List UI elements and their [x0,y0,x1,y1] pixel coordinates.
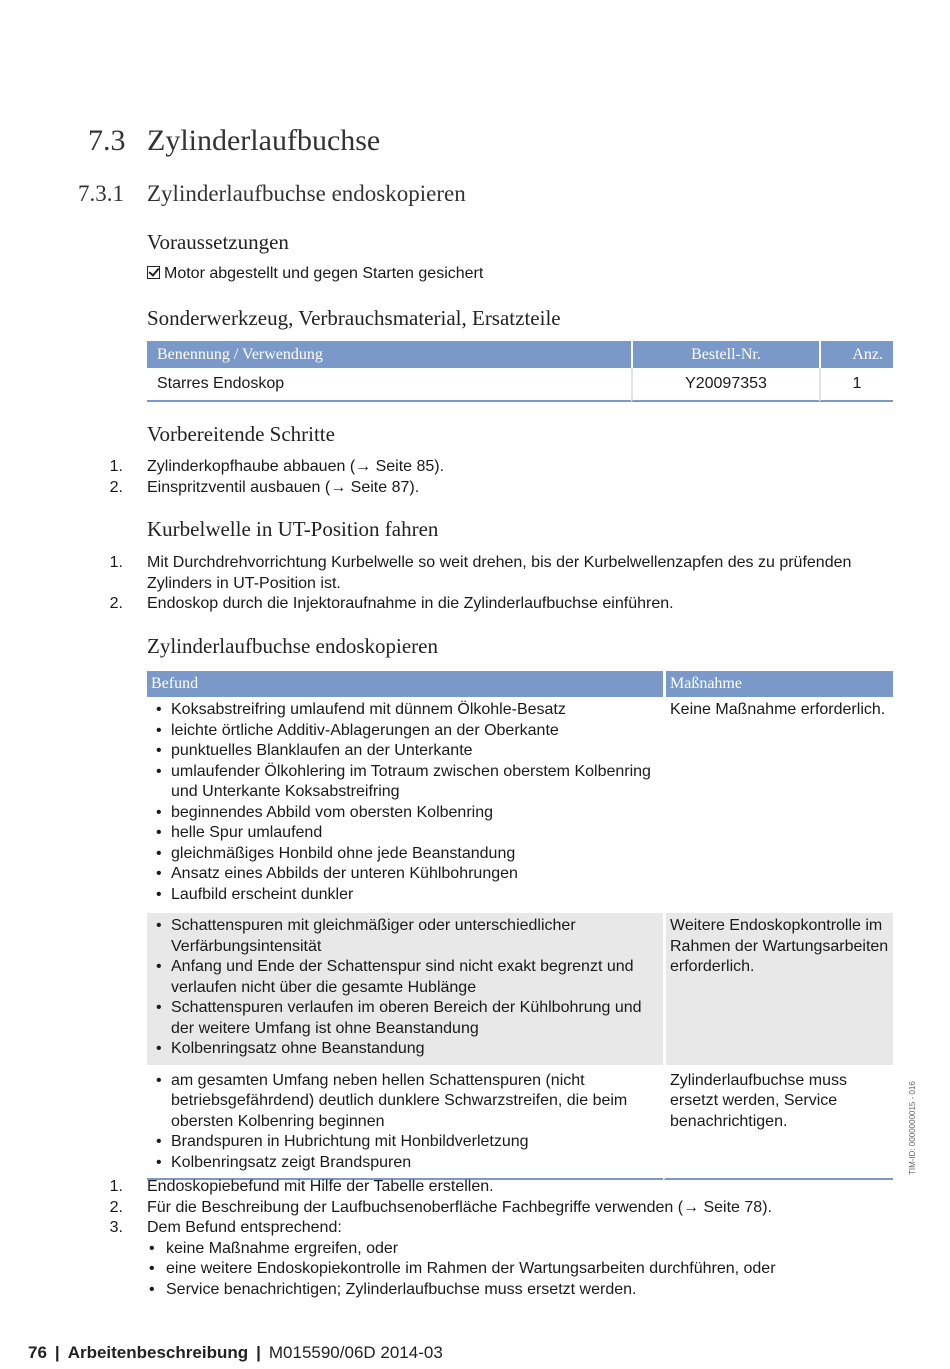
step-text: Dem Befund entsprechend: [147,1219,342,1236]
footer-separator: | [54,1343,60,1362]
finding-item: • Brandspuren in Hubrichtung mit Honbildverletzung [151,1132,659,1153]
tools-header-row [147,341,893,368]
list-item [70,553,900,594]
finding-item: • Kolbenringsatz ohne Beanstandung [151,1039,659,1060]
finding-item: • punktuelles Blanklaufen an der Unterkante [151,741,659,762]
footer-section: Arbeitenbeschreibung [67,1343,249,1362]
finding-item: • beginnendes Abbild vom obersten Kolbenring [151,803,659,824]
subsection-title: Zylinderlaufbuchse endoskopieren [147,181,466,206]
page-number: 76 [28,1343,47,1362]
footer-separator: | [256,1343,261,1362]
step-number: 2. [109,1198,123,1216]
list-item: • Service benachrichtigen; Zylinderlaufbuchse muss ersetzt werden. [147,1280,900,1301]
finding-item: • Koksabstreifring umlaufend mit dünnem Ölkohle-Besatz [151,700,659,721]
finding-item: • Ansatz eines Abbilds der unteren Kühlbohrungen [151,864,659,885]
action-cell: Keine Maßnahme erforderlich. [663,697,893,910]
step-number: 1. [109,1178,123,1195]
tools-table [147,341,893,402]
table-row [147,697,893,910]
step-text: Zylinderkopfhaube abbauen (→ Seite 85). [147,458,445,475]
list-item [70,478,900,499]
tool-order-no: Y20097353 [631,368,819,402]
finding-item: • umlaufender Ölkohlering im Totraum zwischen oberstem Kolbenring und Unterkante Koksabstreifring [151,762,659,803]
endoscopy-table [147,671,893,1180]
final-sub-list [147,1239,900,1301]
step-number: 2. [109,478,123,496]
checkbox-checked-icon [147,266,160,279]
list-item: • keine Maßnahme ergreifen, oder [147,1239,900,1260]
list-item [70,1198,900,1219]
findings-cell [147,697,663,910]
finding-item: • leichte örtliche Additiv-Ablagerungen an der Oberkante [151,721,659,742]
step-text: Endoskopiebefund mit Hilfe der Tabelle erstellen. [147,1178,494,1195]
finding-item: • gleichmäßiges Honbild ohne jede Beanstandung [151,844,659,865]
list-item [70,1218,900,1300]
list-item [70,594,900,615]
findings-cell [147,910,663,1065]
finding-item: • Anfang und Ende der Schattenspur sind nicht exakt begrenzt und verlaufen nicht über die gesamte Hublänge [151,957,659,998]
finding-item: • am gesamten Umfang neben hellen Schattenspuren (nicht betriebsgefährdend) deutlich dunklere Schwarzstreifen, die beim obersten Kolbenring beginnen [151,1071,659,1133]
tim-id: TIM-ID: 0000000015 - 016 [908,1081,917,1175]
preparatory-steps [70,457,900,498]
findings-cell [147,1065,663,1181]
col-header-qty: Anz. [819,341,893,368]
step-number: 2. [109,595,123,612]
list-item: • eine weitere Endoskopiekontrolle im Rahmen der Wartungsarbeiten durchführen, oder [147,1259,900,1280]
prerequisite-text: Motor abgestellt und gegen Starten gesichert [164,265,484,282]
prerequisite-item [147,264,483,285]
crankshaft-steps [70,553,900,615]
page-footer [28,1343,443,1363]
step-text: Für die Beschreibung der Laufbuchsenoberfläche Fachbegriffe verwenden (→ Seite 78). [147,1198,772,1216]
prerequisites-heading: Voraussetzungen [147,230,289,254]
step-text: Einspritzventil ausbauen (→ Seite 87). [147,478,420,496]
col-header-order-no: Bestell-Nr. [631,341,819,368]
step-number: 1. [109,458,123,475]
finding-item: • Schattenspuren verlaufen im oberen Bereich der Kühlbohrung und der weitere Umfang ist ohne Beanstandung [151,998,659,1039]
tools-heading: Sonderwerkzeug, Verbrauchsmaterial, Ersatzteile [147,306,561,330]
table-row [147,368,893,402]
step-text: Endoskop durch die Injektoraufnahme in die Zylinderlaufbuchse einführen. [147,595,674,612]
tool-qty: 1 [819,368,893,402]
col-header-name: Benennung / Verwendung [147,341,631,368]
step-number: 3. [109,1219,123,1236]
step-text: Mit Durchdrehvorrichtung Kurbelwelle so weit drehen, bis der Kurbelwellenzapfen des zu prüfenden Zylinders in UT-Position ist. [147,554,852,592]
section-number: 7.3 [88,124,126,157]
action-cell: Zylinderlaufbuchse muss ersetzt werden, Service benachrichtigen. [663,1065,893,1181]
findings-header-row [147,671,893,697]
section-title: Zylinderlaufbuchse [147,124,381,157]
list-item [70,1177,900,1198]
final-steps [70,1177,900,1300]
action-cell: Weitere Endoskopkontrolle im Rahmen der Wartungsarbeiten erforderlich. [663,910,893,1065]
preparatory-heading: Vorbereitende Schritte [147,422,335,446]
endoscopy-heading: Zylinderlaufbuchse endoskopieren [147,634,438,658]
finding-item: • Laufbild erscheint dunkler [151,885,659,906]
table-row [147,1065,893,1181]
subsection-number: 7.3.1 [78,181,124,206]
step-number: 1. [109,554,123,571]
footer-doc-id: M015590/06D 2014-03 [268,1343,443,1362]
finding-item: • helle Spur umlaufend [151,823,659,844]
table-row [147,910,893,1065]
col-header-finding: Befund [147,671,663,697]
col-header-action: Maßnahme [663,671,893,697]
finding-item: • Kolbenringsatz zeigt Brandspuren [151,1153,659,1174]
tool-name: Starres Endoskop [147,368,631,402]
list-item [70,457,900,478]
finding-item: • Schattenspuren mit gleichmäßiger oder unterschiedlicher Verfärbungsintensität [151,916,659,957]
crankshaft-heading: Kurbelwelle in UT-Position fahren [147,517,439,541]
